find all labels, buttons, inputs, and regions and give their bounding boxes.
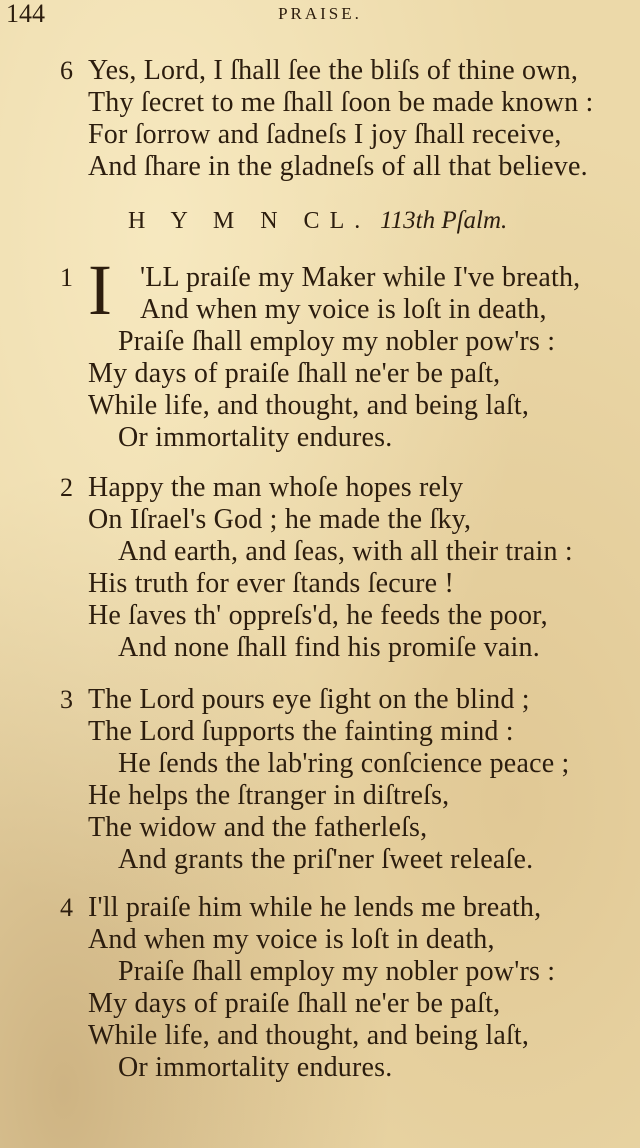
verse-line: And ſhare in the gladneſs of all that believe. bbox=[88, 151, 588, 182]
verse-line: He ſaves th' oppreſs'd, he feeds the poor, bbox=[88, 600, 548, 631]
verse-line: And earth, and ſeas, with all their train : bbox=[118, 536, 573, 567]
verse-line: Happy the man whoſe hopes rely bbox=[88, 472, 464, 503]
verse-line: My days of praiſe ſhall ne'er be paſt, bbox=[88, 358, 501, 389]
hymn-subtitle: 113th Pſalm. bbox=[380, 207, 508, 234]
verse-line: 'LL praiſe my Maker while I've breath, bbox=[140, 262, 581, 293]
verse-line: On Iſrael's God ; he made the ſky, bbox=[88, 504, 472, 535]
verse-line: While life, and thought, and being laſt, bbox=[88, 390, 530, 421]
verse-line: My days of praiſe ſhall ne'er be paſt, bbox=[88, 988, 501, 1019]
verse-line: He ſends the lab'ring conſcience peace ; bbox=[118, 748, 570, 779]
stanza-number: 6 bbox=[60, 56, 73, 85]
verse-line: He helps the ſtranger in diſtreſs, bbox=[88, 780, 450, 811]
verse-line: Praiſe ſhall employ my nobler pow'rs : bbox=[118, 956, 556, 987]
verse-line: Thy ſecret to me ſhall ſoon be made known : bbox=[88, 87, 594, 118]
page-number: 144 bbox=[6, 0, 45, 28]
verse-line: Yes, Lord, I ſhall ſee the bliſs of thine own, bbox=[88, 55, 579, 86]
verse-line: His truth for ever ſtands ſecure ! bbox=[88, 568, 455, 599]
verse-line: Praiſe ſhall employ my nobler pow'rs : bbox=[118, 326, 556, 357]
hymn-title: H Y M N CL. bbox=[128, 208, 371, 234]
verse-line: And none ſhall find his promiſe vain. bbox=[118, 632, 540, 663]
stanza-number: 1 bbox=[60, 263, 73, 292]
verse-line: I'll praiſe him while he lends me breath, bbox=[88, 892, 542, 923]
verse-line: For ſorrow and ſadneſs I joy ſhall receive, bbox=[88, 119, 562, 150]
verse-line: And when my voice is loſt in death, bbox=[140, 294, 547, 325]
verse-line: The Lord ſupports the fainting mind : bbox=[88, 716, 514, 747]
verse-line: Or immortality endures. bbox=[118, 1052, 393, 1083]
verse-line: And grants the priſ'ner ſweet releaſe. bbox=[118, 844, 534, 875]
verse-line: While life, and thought, and being laſt, bbox=[88, 1020, 530, 1051]
drop-cap: I bbox=[88, 250, 112, 330]
stanza-number: 2 bbox=[60, 473, 73, 502]
verse-line: The Lord pours eye ſight on the blind ; bbox=[88, 684, 530, 715]
verse-line: And when my voice is loſt in death, bbox=[88, 924, 495, 955]
verse-line: Or immortality endures. bbox=[118, 422, 393, 453]
verse-line: The widow and the fatherleſs, bbox=[88, 812, 428, 843]
stanza-number: 4 bbox=[60, 893, 73, 922]
stanza-number: 3 bbox=[60, 685, 73, 714]
running-head: PRAISE. bbox=[278, 4, 362, 23]
